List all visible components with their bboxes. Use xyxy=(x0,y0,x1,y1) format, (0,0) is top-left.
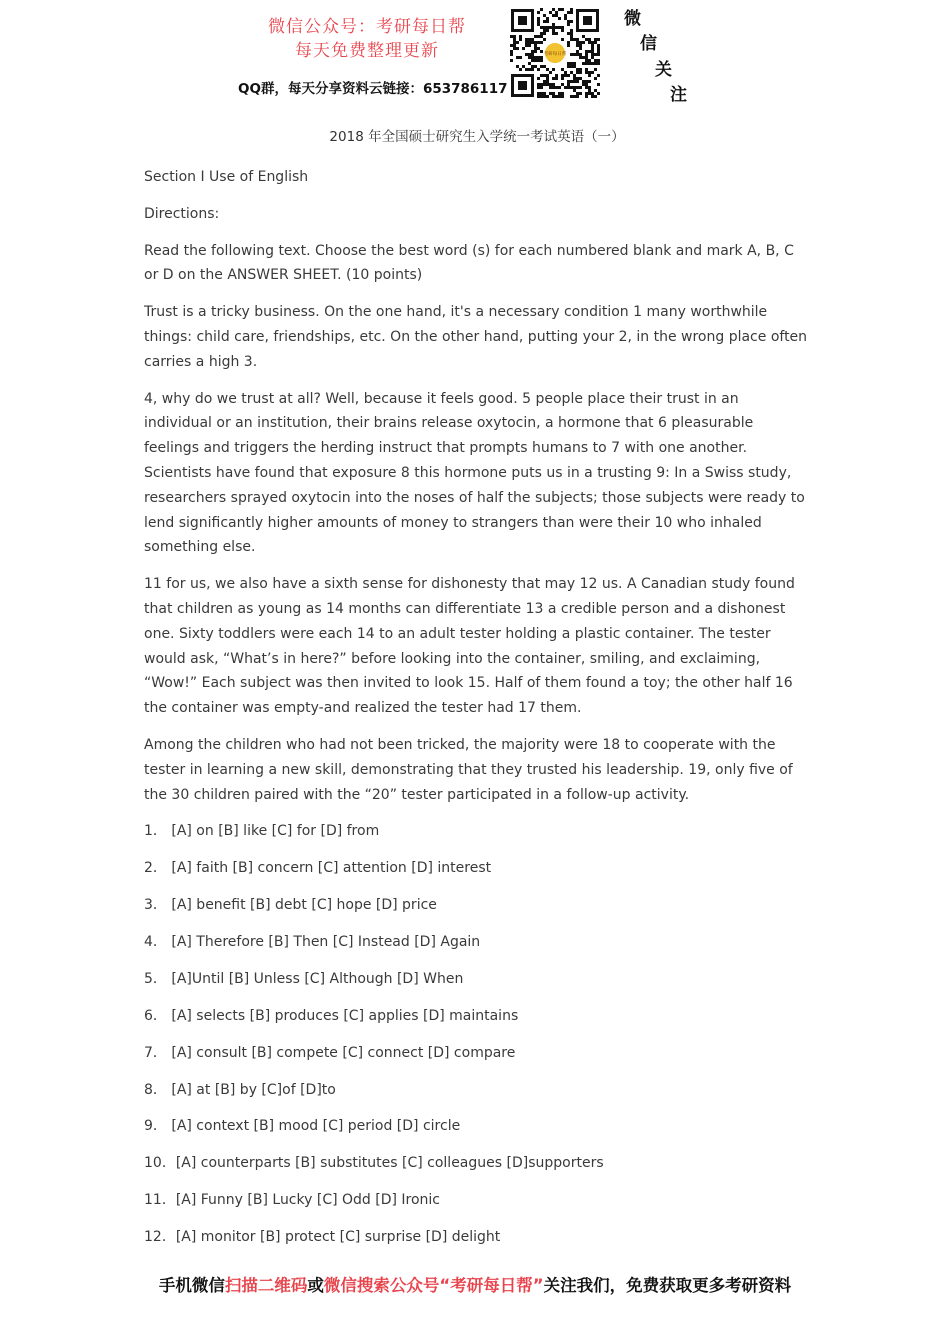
exam-document xyxy=(144,126,810,1262)
passage-paragraph: 4, why do we trust at all? Well, because it feels good. 5 people place their trust in an individual or an institution, their brains release oxytocin, a hormone that 6 pleasurable feelings and triggers the herding instruct that prompts humans to 7 with one another. Scientists have found that exposure 8 this hormone puts us in a trusting 9: In a Swiss study, researchers sprayed oxytocin into the noses of half the subjects; those subjects were ready to lend significantly higher amounts of money to strangers than were their 10 who inhaled something else. xyxy=(144,390,805,556)
answer-option: 3． [A] benefit [B] debt [C] hope [D] price xyxy=(144,897,437,914)
passage-paragraph: Among the children who had not been tricked, the majority were 18 to cooperate with the tester in learning a new skill, demonstrating that they trusted his leadership. 19, only five of the 30 children paired with the “20” tester participated in a follow-up activity. xyxy=(144,736,793,803)
section-heading: Section I Use of English xyxy=(144,169,309,185)
passage-paragraph: 11 for us, we also have a sixth sense for dishonesty that may 12 us. A Canadian study found that children as young as 14 months can differentiate 13 a credible person and a dishonest one. Sixty toddlers were each 14 to an adult tester holding a plastic container. The tester would ask, “What’s in here?” before looking into the container, smiling, and exclaiming, “Wow!” Each subject was then invited to look 15. Half of them found a toy; the other half 16 the container was empty-and realized the tester had 17 them. xyxy=(144,576,795,717)
directions-label: Directions: xyxy=(144,205,220,222)
footer-text-follow-us: 关注我们，免费获取更多考研资料 xyxy=(543,1276,792,1295)
vertical-char-2: 信 xyxy=(640,34,657,54)
footer-text-scan-qr: 扫描二维码 xyxy=(224,1276,308,1295)
footer-text-search-account: 微信搜索公众号“考研每日帮” xyxy=(323,1276,544,1295)
answer-option: 12．[A] monitor [B] protect [C] surprise [D] delight xyxy=(144,1229,501,1246)
promo-daily-update: 每天免费整理更新 xyxy=(295,41,439,61)
answer-option: 11．[A] Funny [B] Lucky [C] Odd [D] Ironic xyxy=(144,1192,441,1209)
vertical-char-4: 注 xyxy=(670,85,687,105)
exam-title: 2018 年全国硕士研究生入学统一考试英语（一） xyxy=(329,129,625,145)
page-header xyxy=(0,0,950,110)
answer-options-list xyxy=(144,819,810,1250)
qq-group-line: QQ群，每天分享资料云链接：653786117 xyxy=(238,81,508,97)
page-footer-promo xyxy=(0,1274,950,1298)
vertical-char-1: 微 xyxy=(624,9,641,29)
footer-text-phone-wechat: 手机微信 xyxy=(158,1276,225,1295)
answer-option: 6． [A] selects [B] produces [C] applies [D] maintains xyxy=(144,1007,519,1024)
paragraph-instructions: Read the following text. Choose the best word (s) for each numbered blank and mark A, B, C or D on the ANSWER SHEET. (10 points) xyxy=(144,242,794,284)
answer-option: 1． [A] on [B] like [C] for [D] from xyxy=(144,823,380,840)
answer-option: 8． [A] at [B] by [C]of [D]to xyxy=(144,1081,336,1098)
answer-option: 5． [A]Until [B] Unless [C] Although [D] When xyxy=(144,970,464,987)
passage-paragraph: Trust is a tricky business. On the one hand, it's a necessary condition 1 many worthwhile things: child care, friendships, etc. On the other hand, putting your 2, in the wrong place often carries a high 3. xyxy=(144,304,808,370)
answer-option: 10．[A] counterparts [B] substitutes [C] colleagues [D]supporters xyxy=(144,1155,604,1172)
qr-code-image xyxy=(510,8,600,98)
qr-logo-text: 考研每日帮 xyxy=(543,52,567,57)
vertical-char-3: 关 xyxy=(655,60,672,80)
promo-wechat-account: 微信公众号：考研每日帮 xyxy=(268,17,466,37)
footer-text-or: 或 xyxy=(307,1276,324,1295)
answer-option: 4． [A] Therefore [B] Then [C] Instead [D] Again xyxy=(144,934,481,950)
answer-option: 7． [A] consult [B] compete [C] connect [D] compare xyxy=(144,1044,516,1061)
answer-option: 2． [A] faith [B] concern [C] attention [D] interest xyxy=(144,860,492,877)
answer-option: 9． [A] context [B] mood [C] period [D] circle xyxy=(144,1118,461,1135)
